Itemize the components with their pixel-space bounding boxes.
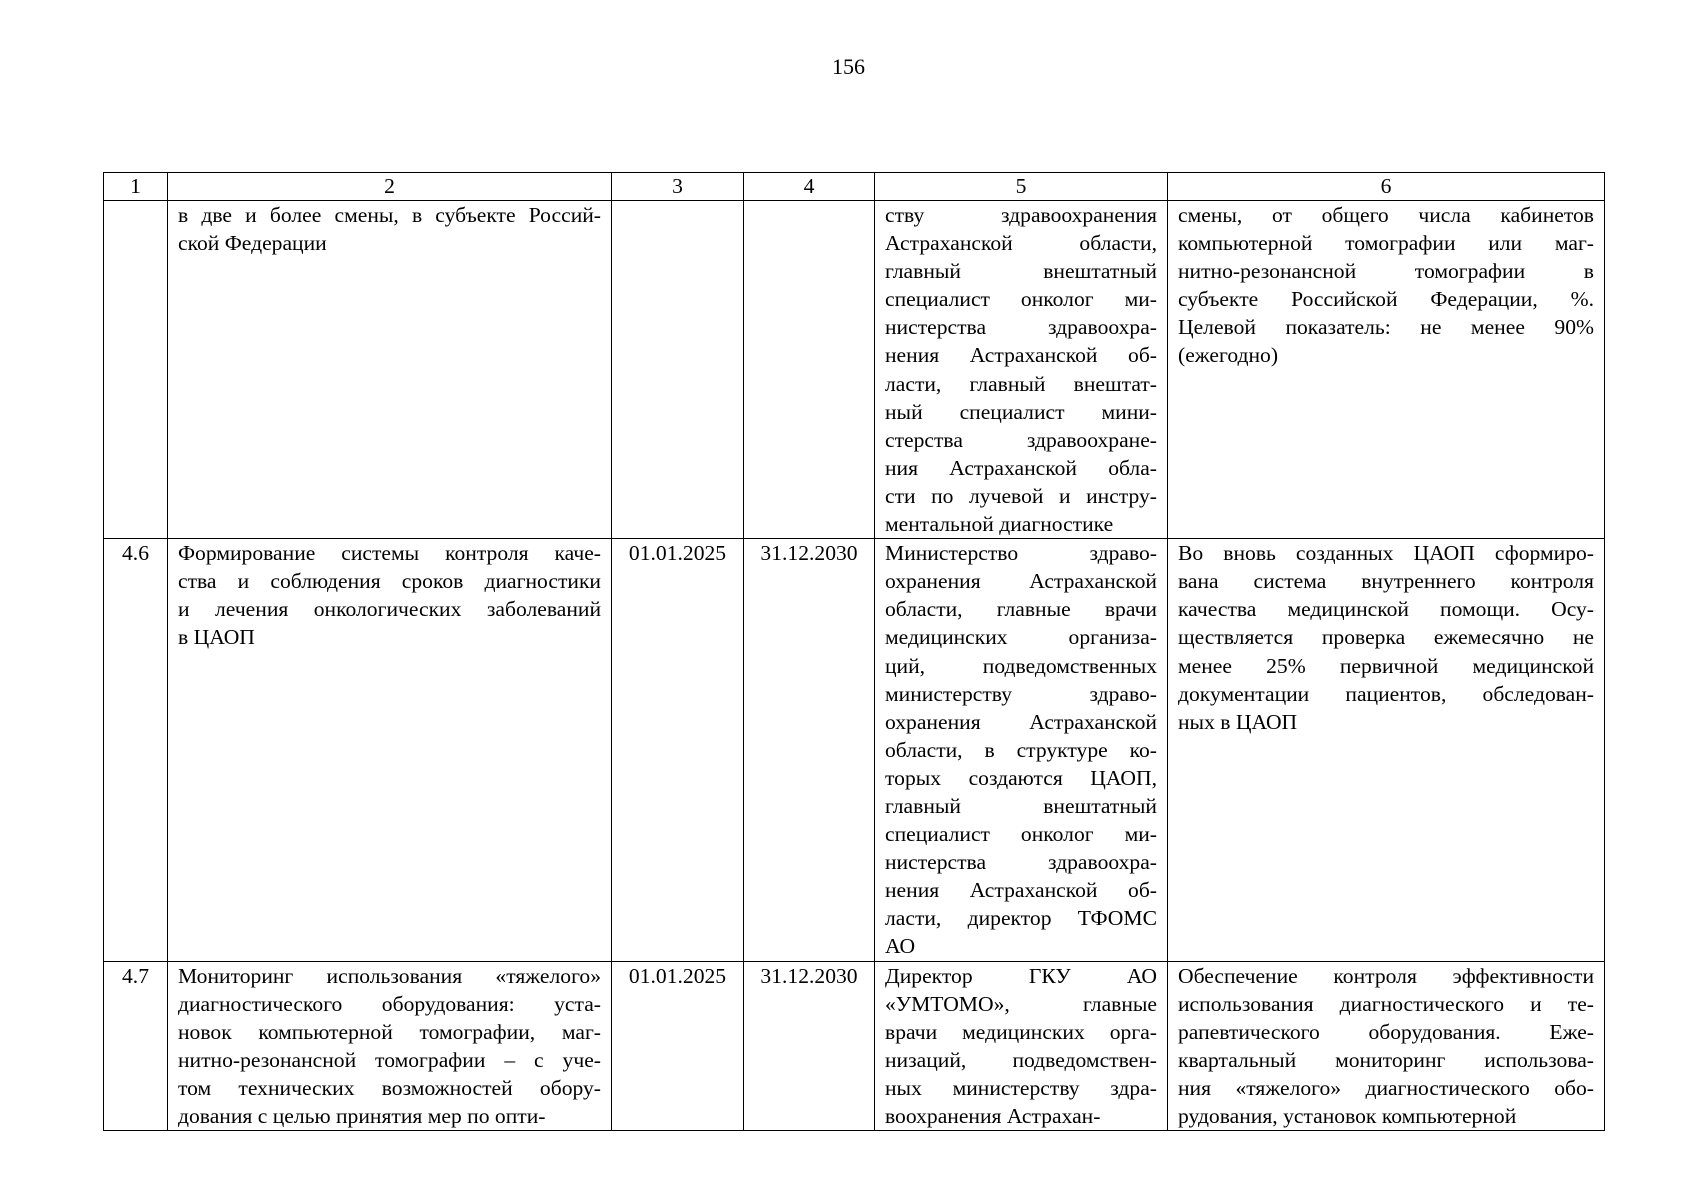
text-line: вана система внутреннего контроля	[1178, 569, 1594, 594]
text-line: ния «тяжелого» диагностического обо-	[1178, 1075, 1594, 1100]
text-line: нения Астраханской об-	[885, 878, 1157, 903]
text-line: специалист онколог ми-	[885, 287, 1157, 312]
responsible-executors	[875, 961, 1168, 1131]
responsible-executors	[875, 539, 1168, 961]
text-line: охранения Астраханской	[885, 709, 1157, 734]
text-line: квартальный мониторинг использова-	[1178, 1047, 1594, 1072]
text-line: области, в структуре ко-	[885, 737, 1157, 762]
end-date	[744, 201, 875, 539]
text-line: Обеспечение контроля эффективности	[1178, 963, 1594, 988]
text-line: низаций, подведомствен-	[885, 1047, 1157, 1072]
text-line: документации пациентов, обследован-	[1178, 681, 1594, 706]
text-line: Мониторинг использования «тяжелого»	[178, 963, 601, 988]
text-line: Директор ГКУ АО	[885, 963, 1157, 988]
text-line: ства и соблюдения сроков диагностики	[178, 569, 601, 594]
table-header-row	[104, 173, 1605, 201]
expected-result	[1168, 539, 1605, 961]
text-line: ществляется проверка ежемесячно не	[1178, 625, 1594, 650]
text-line: (ежегодно)	[1178, 343, 1279, 368]
item-number: 4.6	[104, 539, 168, 961]
text-line: Во вновь созданных ЦАОП сформиро-	[1178, 541, 1594, 566]
text-line: использования диагностического и те-	[1178, 991, 1594, 1016]
activity-description	[168, 961, 612, 1131]
text-line: качества медицинской помощи. Осу-	[1178, 597, 1594, 622]
text-line: нения Астраханской об-	[885, 343, 1157, 368]
text-line: специалист онколог ми-	[885, 822, 1157, 847]
text-line: ласти, директор ТФОМС	[885, 906, 1157, 931]
text-line: в две и более смены, в субъекте Россий-	[178, 203, 601, 227]
text-line: ный специалист мини-	[885, 399, 1157, 424]
text-line: сти по лучевой и инстру-	[885, 483, 1157, 508]
text-line: Министерство здраво-	[885, 541, 1157, 566]
end-date: 31.12.2030	[744, 961, 875, 1131]
text-line: нистерства здравоохра-	[885, 315, 1157, 340]
text-line: медицинских организа-	[885, 625, 1157, 650]
activity-description	[168, 201, 612, 539]
text-line: нистерства здравоохра-	[885, 850, 1157, 875]
column-header: 1	[104, 173, 168, 201]
text-line: области, главные врачи	[885, 597, 1157, 622]
text-line: министерству здраво-	[885, 681, 1157, 706]
text-line: торых создаются ЦАОП,	[885, 765, 1157, 790]
text-line: воохранения Астрахан-	[885, 1104, 1101, 1128]
text-line: менее 25% первичной медицинской	[1178, 653, 1594, 678]
plan-table	[103, 172, 1605, 1131]
text-line: Целевой показатель: не менее 90%	[1178, 315, 1594, 340]
text-line: ласти, главный внештат-	[885, 371, 1157, 396]
table-row	[104, 539, 1605, 961]
text-line: стерства здравоохране-	[885, 427, 1157, 452]
table-row	[104, 961, 1605, 1131]
text-line: новок компьютерной томографии, маг-	[178, 1019, 601, 1044]
text-line: диагностического оборудования: уста-	[178, 991, 601, 1016]
start-date: 01.01.2025	[612, 961, 744, 1131]
start-date: 01.01.2025	[612, 539, 744, 961]
text-line: ству здравоохранения	[885, 203, 1157, 227]
column-header: 6	[1168, 173, 1605, 201]
text-line: главный внештатный	[885, 793, 1157, 818]
text-line: «УМТОМО», главные	[885, 991, 1157, 1016]
text-line: компьютерной томографии или маг-	[1178, 231, 1594, 256]
responsible-executors	[875, 201, 1168, 539]
text-line: охранения Астраханской	[885, 569, 1157, 594]
item-number: 4.7	[104, 961, 168, 1131]
start-date	[612, 201, 744, 539]
text-line: нитно-резонансной томографии – с уче-	[178, 1047, 601, 1072]
column-header: 2	[168, 173, 612, 201]
table-row	[104, 201, 1605, 539]
text-line: врачи медицинских орга-	[885, 1019, 1157, 1044]
text-line: Формирование системы контроля каче-	[178, 541, 601, 566]
text-line: и лечения онкологических заболеваний	[178, 597, 601, 622]
expected-result	[1168, 961, 1605, 1131]
text-line: ций, подведомственных	[885, 653, 1157, 678]
text-line: рапевтического оборудования. Еже-	[1178, 1019, 1594, 1044]
text-line: ния Астраханской обла-	[885, 455, 1157, 480]
text-line: нитно-резонансной томографии в	[1178, 259, 1594, 284]
text-line: смены, от общего числа кабинетов	[1178, 203, 1594, 227]
text-line: ментальной диагностике	[885, 512, 1114, 537]
text-line: дования с целью принятия мер по опти-	[178, 1104, 546, 1128]
text-line: рудования, установок компьютерной	[1178, 1104, 1517, 1128]
text-line: том технических возможностей обору-	[178, 1075, 601, 1100]
column-header: 5	[875, 173, 1168, 201]
text-line: ных в ЦАОП	[1178, 709, 1298, 734]
text-line: Астраханской области,	[885, 231, 1157, 256]
text-line: главный внештатный	[885, 259, 1157, 284]
expected-result	[1168, 201, 1605, 539]
text-line: субъекте Российской Федерации, %.	[1178, 287, 1594, 312]
text-line: ных министерству здра-	[885, 1075, 1157, 1100]
item-number	[104, 201, 168, 539]
column-header: 4	[744, 173, 875, 201]
page-number: 156	[832, 54, 865, 79]
end-date: 31.12.2030	[744, 539, 875, 961]
column-header: 3	[612, 173, 744, 201]
activity-description	[168, 539, 612, 961]
text-line: АО	[885, 934, 916, 959]
text-line: ской Федерации	[178, 231, 327, 256]
text-line: в ЦАОП	[178, 625, 255, 650]
